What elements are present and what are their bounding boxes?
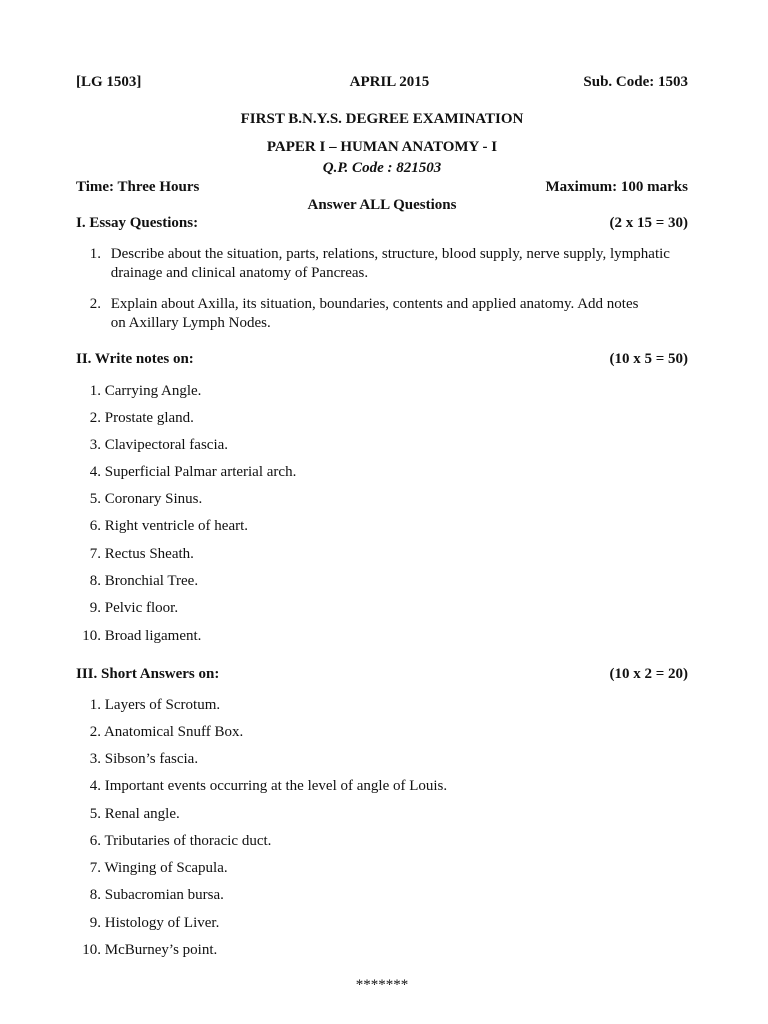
question-item: 9. Histology of Liver. <box>89 915 220 931</box>
instruction: Answer ALL Questions <box>307 197 457 213</box>
question-item: 5. Renal angle. <box>89 806 180 822</box>
paper-code: [LG 1503] <box>76 74 142 90</box>
section-heading-notes <box>76 350 688 368</box>
question-text: Histology of Liver. <box>104 915 220 931</box>
section-marks: (10 x 5 = 50) <box>609 351 688 367</box>
question-item: 1. Layers of Scrotum. <box>89 697 221 713</box>
question-text: Clavipectoral fascia. <box>104 437 229 453</box>
section-marks: (10 x 2 = 20) <box>609 666 688 682</box>
question-item: 3. Clavipectoral fascia. <box>89 437 229 453</box>
question-item: 2. Prostate gland. <box>89 410 194 426</box>
question-item: 10. Broad ligament. <box>82 628 202 644</box>
question-text: Renal angle. <box>104 806 180 822</box>
question-text: Anatomical Snuff Box. <box>103 724 244 740</box>
question-item: 2. Anatomical Snuff Box. <box>89 724 244 740</box>
section-title: III. Short Answers on: <box>76 666 220 682</box>
question-item: 10. McBurney’s point. <box>82 942 218 958</box>
question-item: 4. Superficial Palmar arterial arch. <box>89 464 297 480</box>
question-text: Coronary Sinus. <box>104 491 203 507</box>
question-text: Carrying Angle. <box>104 383 202 399</box>
question-item <box>76 295 688 333</box>
question-item: 1. Carrying Angle. <box>89 383 202 399</box>
qp-code: Q.P. Code : 821503 <box>322 160 442 176</box>
section-title: II. Write notes on: <box>76 351 194 367</box>
question-item: 6. Tributaries of thoracic duct. <box>89 833 272 849</box>
question-text: Superficial Palmar arterial arch. <box>104 464 297 480</box>
question-text: Explain about Axilla, its situation, boundaries, contents and applied anatomy. Add notes on Axillary Lymph Nodes. <box>110 296 639 331</box>
question-text: Important events occurring at the level of angle of Louis. <box>104 778 448 794</box>
exam-date: APRIL 2015 <box>349 74 430 90</box>
section-marks: (2 x 15 = 30) <box>609 215 688 231</box>
question-text: Rectus Sheath. <box>104 546 194 562</box>
question-item: 8. Subacromian bursa. <box>89 887 224 903</box>
header-row <box>76 73 688 91</box>
question-text: Broad ligament. <box>104 628 202 644</box>
question-item: 8. Bronchial Tree. <box>89 573 199 589</box>
question-text: Subacromian bursa. <box>104 887 224 903</box>
question-text: McBurney’s point. <box>104 942 218 958</box>
subject-code: Sub. Code: 1503 <box>583 74 688 90</box>
section-heading-essay <box>76 214 688 232</box>
question-item: 3. Sibson’s fascia. <box>89 751 199 767</box>
question-text: Right ventricle of heart. <box>104 518 249 534</box>
question-item: 7. Winging of Scapula. <box>89 860 228 876</box>
question-item: 6. Right ventricle of heart. <box>89 518 249 534</box>
question-text: Winging of Scapula. <box>104 860 228 876</box>
question-item: 4. Important events occurring at the level of angle of Louis. <box>89 778 448 794</box>
question-number: 2. <box>89 296 101 312</box>
question-text: Prostate gland. <box>104 410 194 426</box>
question-item <box>76 245 688 283</box>
question-text: Bronchial Tree. <box>104 573 199 589</box>
question-text: Describe about the situation, parts, relations, structure, blood supply, nerve supply, lymphatic drainage and clinical anatomy of Pancreas. <box>110 246 670 281</box>
exam-paper <box>76 0 688 1024</box>
question-text: Sibson’s fascia. <box>104 751 199 767</box>
maximum-marks: Maximum: 100 marks <box>545 179 688 195</box>
section-heading-short <box>76 665 688 683</box>
question-text: Layers of Scrotum. <box>104 697 221 713</box>
end-marker: ******* <box>355 977 409 993</box>
exam-title: FIRST B.N.Y.S. DEGREE EXAMINATION <box>240 111 524 127</box>
question-item: 7. Rectus Sheath. <box>89 546 194 562</box>
paper-title: PAPER I – HUMAN ANATOMY - I <box>266 139 498 155</box>
question-number: 1. <box>89 246 101 262</box>
question-item: 5. Coronary Sinus. <box>89 491 203 507</box>
time-marks-row <box>76 178 688 196</box>
question-item: 9. Pelvic floor. <box>89 600 179 616</box>
question-text: Pelvic floor. <box>104 600 179 616</box>
section-title: I. Essay Questions: <box>76 215 199 231</box>
question-text: Tributaries of thoracic duct. <box>104 833 272 849</box>
time-allowed: Time: Three Hours <box>76 179 200 195</box>
